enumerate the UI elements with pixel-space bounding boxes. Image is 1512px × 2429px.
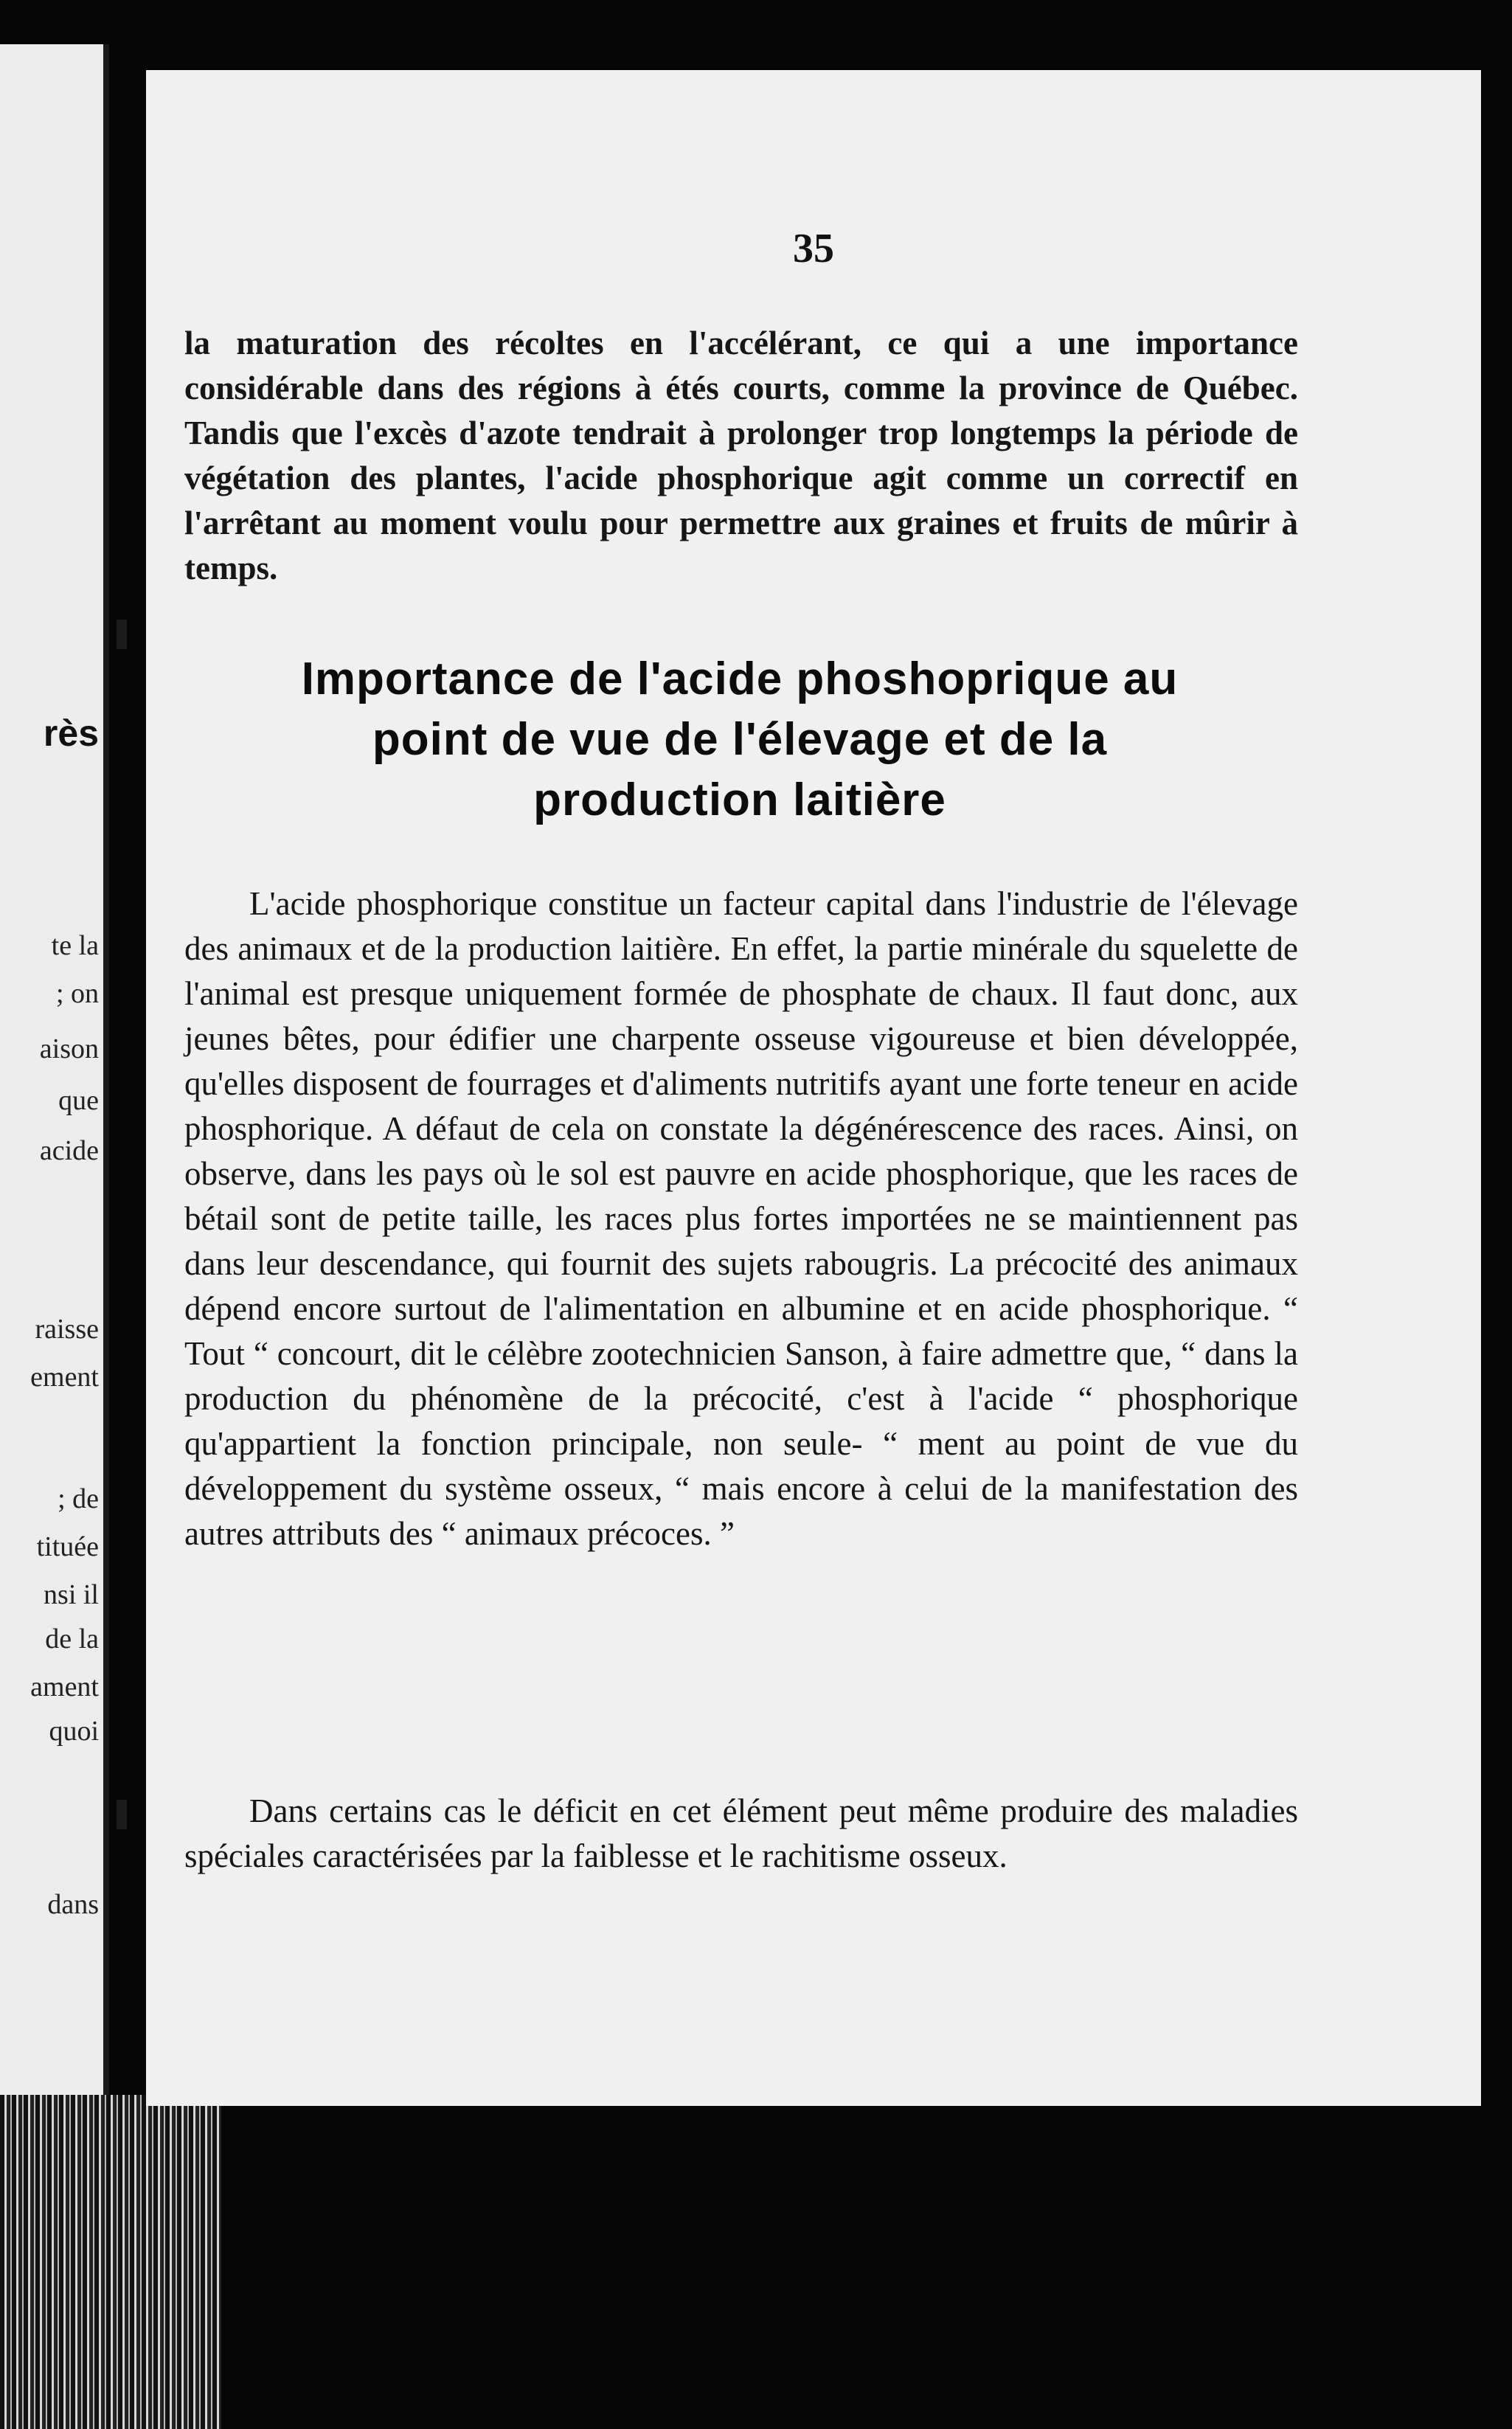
left-page-fragment: ; on	[55, 978, 99, 1009]
left-page-fragment: ; de	[58, 1483, 99, 1514]
page-edge-mark	[117, 620, 127, 649]
page-number: 35	[793, 226, 834, 271]
paragraph-text: la maturation des récoltes en l'accélérant, ce qui a une importance considérable dans des régions à étés courts, comme la province de Québec. Tandis que l'excès d'azote tendrait à prolonger trop longtemps la période de végétation des plantes, l'acide phosphorique agit comme un correctif en l'arrêtant au moment voulu pour permettre aux graines et fruits de mûrir à temps.	[184, 325, 1298, 586]
paragraph-text: Dans certains cas le déficit en cet élément peut même produire des maladies spéciales caractérisées par la faiblesse et le rachitisme osseux.	[184, 1792, 1298, 1874]
left-page-fragment: que	[58, 1085, 99, 1116]
left-page-edge	[0, 44, 109, 2095]
paragraph-deficit	[184, 1789, 1298, 1879]
heading-line: point de vue de l'élevage et de la	[372, 714, 1108, 765]
microfilm-edge-stripes	[0, 2095, 221, 2429]
document-page	[146, 70, 1481, 2106]
left-page-fragment: te la	[51, 930, 99, 961]
section-heading	[176, 649, 1304, 831]
heading-line: production laitière	[533, 775, 946, 825]
left-page-fragment: dans	[47, 1889, 99, 1920]
paragraph-acide-phosphorique	[184, 881, 1298, 1556]
left-page-fragment: tituée	[36, 1531, 99, 1562]
left-page-fragment: acide	[39, 1135, 99, 1166]
paragraph-text: L'acide phosphorique constitue un facteur capital dans l'industrie de l'élevage des animaux et de la production laitière. En effet, la partie minérale du squelette de l'animal est presque uniquement formée de phosphate de chaux. Il faut donc, aux jeunes bêtes, pour édifier une charpente osseuse vigoureuse et bien développée, qu'elles disposent de fourrages et d'aliments nutritifs ayant une forte teneur en acide phosphorique. A défaut de cela on constate la dégénérescence des races. Ainsi, on observe, dans les pays où le sol est pauvre en acide phosphorique, que les races de bétail sont de petite taille, les races plus fortes importées ne se maintiennent pas dans leur descendance, qui fournit des sujets rabougris. La précocité des animaux dépend encore surtout de l'alimentation en albumine et en acide phosphorique. “ Tout “ concourt, dit le célèbre zootechnicien Sanson, à faire admettre que, “ dans la production du phénomène de la précocité, c'est à l'acide “ phosphorique qu'appartient la fonction principale, non seule- “ ment au point de vue du développement du système osseux, “ mais encore à celui de la manifestation des autres attributs des “ animaux précoces. ”	[184, 885, 1298, 1552]
heading-line: Importance de l'acide phoshoprique au	[301, 654, 1179, 704]
left-page-fragment: raisse	[35, 1314, 99, 1345]
left-page-fragment: ament	[30, 1671, 99, 1702]
left-page-fragment: rès	[43, 713, 99, 754]
left-page-fragment: quoi	[49, 1716, 99, 1747]
paragraph-continuation	[184, 321, 1298, 591]
left-page-fragment: de la	[45, 1624, 99, 1654]
page-edge-mark	[117, 1800, 127, 1829]
left-page-fragment: aison	[39, 1033, 99, 1064]
left-page-fragment: nsi il	[44, 1579, 99, 1610]
left-page-fragment: ement	[30, 1362, 99, 1393]
